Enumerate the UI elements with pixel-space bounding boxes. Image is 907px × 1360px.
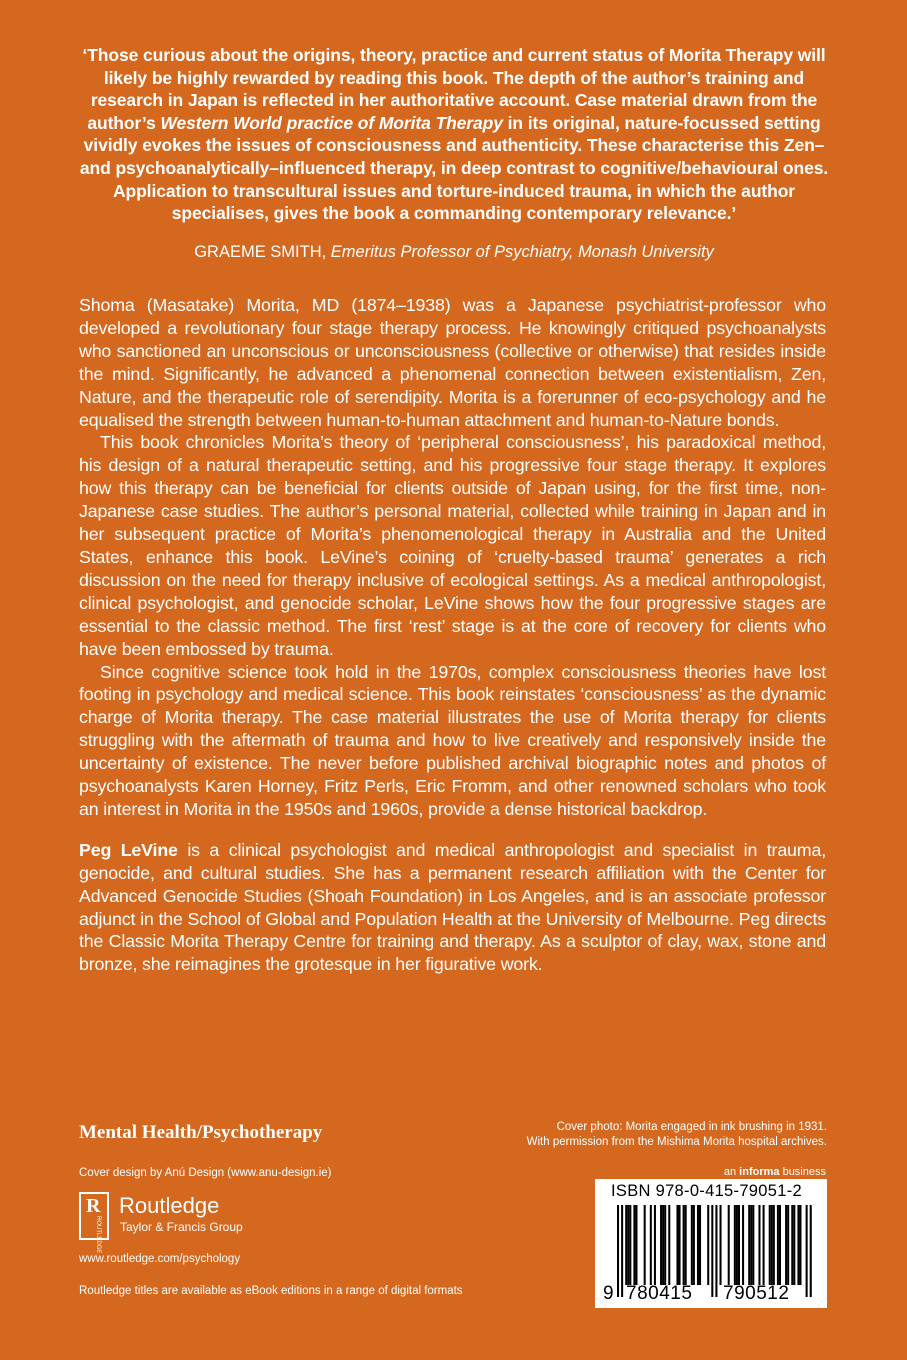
barcode-bar [699,1205,701,1285]
barcode-bar [791,1205,793,1285]
blurb-paragraph-1: Shoma (Masatake) Morita, MD (1874–1938) was a Japanese psychiatrist-professor who developed a revolutionary four stage therapy process. He knowingly critiqued psychoanalysts who sanctioned an unconscious or unconsciousness (collective or otherwise) that resides inside the mind. Significantly, he advanced a phenomenal connection between existentialism, Zen, Nature, and the therapeutic role of serendipity. Morita is a forerunner of eco-psychology and he equalised the strength between human-to-human attachment and human-to-Nature bonds. [79,295,826,430]
quote-source-name: GRAEME SMITH, [194,243,331,261]
publisher-name: Routledge [119,1193,220,1218]
cover-photo-line-2: With permission from the Mishima Morita hospital archives. [526,1136,827,1148]
barcode-bar [806,1205,808,1297]
barcode-bar [758,1205,760,1285]
barcode-bar [635,1205,637,1285]
barcode-bar [625,1205,627,1285]
barcode-bar [785,1205,787,1285]
barcode-bar [728,1205,730,1285]
barcode-bar [711,1205,713,1297]
barcode-bar [715,1205,717,1297]
quote-text-part2: in its original, nature-focussed setting vividly evokes the issues of consciousness and authenticity. These characterise this Zen– and psychoanalytically–influenced therapy, in deep contrast to cognitive/behavioural ones. Application to transcultural issues and torture-induced trauma, in which the author specialises, gives the book a commanding contemporary relevance.’ [79,112,829,224]
author-bio-text: is a clinical psychologist and medical anthropologist and specialist in trauma, genocide, and cultural studies. She has a permanent research affiliation with the Center for Advanced Genocide Studies (Shoah Foundation) in Los Angeles, and is an associate professor adjunct in the School of Global and Population Health at the University of Melbourne. Peg directs the Classic Morita Therapy Centre for training and therapy. As a sculptor of clay, wax, stone and bronze, she reimagines the grotesque in her figurative work. [79,839,826,975]
barcode-bar [633,1205,635,1285]
barcode-bar [787,1205,789,1285]
barcode-bar [654,1205,656,1285]
quote-source-title: Emeritus Professor of Psychiatry, Monash University [330,243,714,261]
barcode-bar [662,1205,664,1285]
barcode-bar [738,1205,740,1285]
barcode-bar [683,1205,685,1285]
barcode-bar [668,1205,670,1285]
barcode-right-digits: 790512 [723,1283,790,1304]
barcode-bar [679,1205,681,1285]
subject-category: Mental Health/Psychotherapy [79,1122,323,1143]
quote-text-italic: Western World practice of Morita Therapy [160,112,503,133]
barcode-bar [629,1205,631,1285]
barcode-bar [763,1205,765,1285]
barcode-bar [660,1205,662,1285]
barcode-bar [773,1205,775,1285]
isbn-barcode [595,1179,827,1308]
blurb-paragraph-3: Since cognitive science took hold in the 1970s, complex consciousness theories have lost footing in psychology and medical science. This book reinstates ‘consciousness’ as the dynamic charge of Morita therapy. The case material illustrates the use of Morita therapy for clients struggling with the aftermath of trauma and how to live creatively and responsively inside the uncertainty of existence. The never before published archival biographic notes and photos of psychoanalysts Karen Horney, Fritz Perls, Eric Fromm, and other renowned scholars who took an interest in Morita in the 1950s and 1960s, provide a dense historical backdrop. [79,661,826,819]
barcode-bar [664,1205,666,1285]
barcode-bar [691,1205,693,1285]
barcode-bar [742,1205,744,1285]
barcode-bar [771,1205,773,1285]
barcode-bar [707,1205,709,1285]
endorsement-quote [74,44,834,225]
barcode-bar [621,1205,623,1297]
barcode-lead-digit: 9 [603,1283,615,1304]
blurb [79,294,826,976]
barcode-bar [617,1205,619,1297]
isbn-label: ISBN 978-0-415-79051-2 [611,1182,802,1200]
barcode-bar [650,1205,652,1285]
barcode-bar [779,1205,781,1285]
barcode-bar [752,1205,754,1285]
barcode-bar [750,1205,752,1285]
author-bio [79,839,826,976]
barcode-bar [644,1205,646,1285]
barcode-bar [793,1205,795,1285]
barcode-bar [810,1205,812,1297]
badge-letter: R [86,1195,101,1217]
barcode-bar [676,1205,678,1285]
cover-photo-credit [467,1120,827,1150]
badge-vertical-text: ROUTLEDGE [95,1216,101,1254]
barcode-bar [720,1205,722,1285]
routledge-badge-icon [79,1192,109,1254]
barcode-left-digits: 780415 [626,1283,693,1304]
barcode-bar [697,1205,699,1285]
barcode-bar [777,1205,779,1285]
quote-text-part1: ‘Those curious about the origins, theory, practice and current status of Morita Therapy will likely be highly rewarded by reading this book. The depth of the author’s training and research in Japan is reflected in her authoritative account. Case material drawn from the author’s [82,45,826,133]
publisher-logo [79,1192,299,1254]
publisher-group: Taylor & Francis Group [120,1220,243,1234]
barcode-bar [736,1205,738,1285]
informa-tagline [724,1166,826,1178]
informa-suffix: business [779,1166,826,1178]
barcode-bar [693,1205,695,1285]
author-name: Peg LeVine [79,839,178,860]
informa-bold: informa [739,1166,780,1178]
informa-prefix: an [723,1166,740,1178]
cover-photo-line-1: Cover photo: Morita engaged in ink brushing in 1931. [556,1121,827,1133]
publisher-website: www.routledge.com/psychology [79,1253,241,1265]
quote-attribution [74,241,834,263]
barcode-bar [799,1205,801,1285]
ebook-note: Routledge titles are available as eBook editions in a range of digital formats [79,1285,463,1297]
barcode-bar [769,1205,771,1285]
cover-design-credit: Cover design by Anú Design (www.anu-design.ie) [79,1167,332,1179]
barcode-bar [748,1205,750,1285]
barcode-bar [797,1205,799,1285]
barcode-bar [734,1205,736,1285]
blurb-paragraph-2: This book chronicles Morita’s theory of ‘peripheral consciousness’, his paradoxical method, his design of a natural therapeutic setting, and his progressive four stage therapy. It explores how this therapy can be beneficial for clients outside of Japan using, for the first time, non-Japanese case studies. The author’s personal material, collected while training in Japan and in her subsequent practice of Morita’s phenomenological therapy in Australia and the United States, enhance this book. LeVine’s coining of ‘cruelty-based trauma’ generates a rich discussion on the need for therapy inclusive of ecological settings. As a medical anthropologist, clinical psychologist, and genocide scholar, LeVine shows how the four progressive stages are essential to the classic method. The first ‘rest’ stage is at the core of recovery for clients who have been embossed by trauma. [79,432,826,659]
barcode-bar [627,1205,629,1285]
barcode-bar [685,1205,687,1285]
